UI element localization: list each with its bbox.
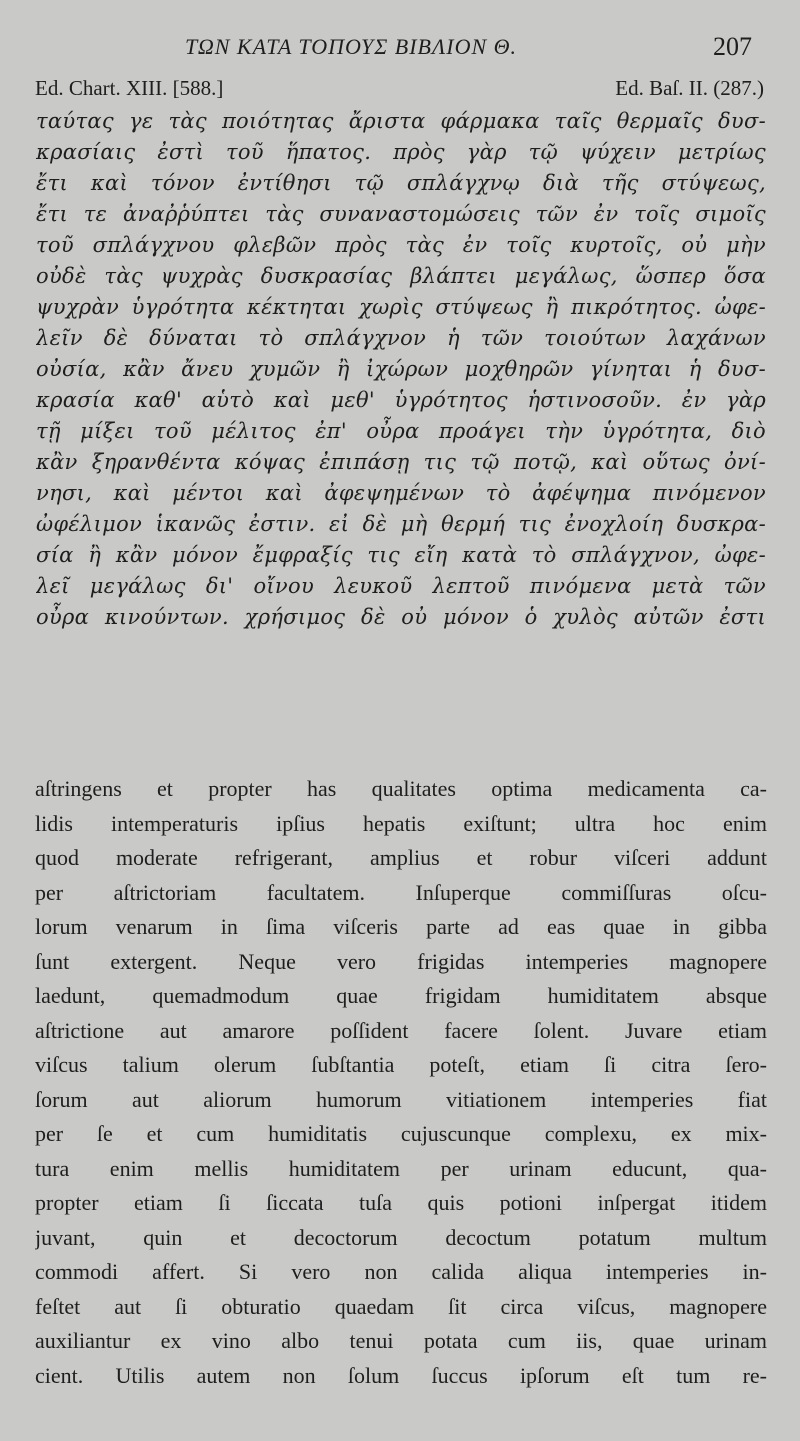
greek-line: νησι, καὶ μέντοι καὶ ἀφεψημένων τὸ ἀφέψημα πινόμενον (36, 481, 766, 505)
latin-line: feſtet aut ſi obturatio quaedam ſit circa viſcus, magnopere (35, 1293, 767, 1319)
greek-line: σία ἢ κἂν μόνον ἔμφραξίς τις εἴη κατὰ τὸ σπλάγχνον, ὠφε- (36, 543, 766, 567)
greek-line: ὠφέλιμον ἱκανῶς ἐστιν. εἰ δὲ μὴ θερμή τις ἐνοχλοίη δυσκρα- (36, 512, 766, 536)
latin-line: laedunt, quemadmodum quae frigidam humiditatem absque (35, 983, 767, 1008)
edition-references (0, 76, 800, 106)
latin-line: tura enim mellis humiditatem per urinam educunt, qua- (35, 1155, 767, 1181)
edition-basel-reference: Ed. Baſ. II. (287.) (615, 76, 764, 100)
greek-line: κἂν ξηρανθέντα κόψας ἐπιπάσῃ τις τῷ ποτῷ, καὶ οὕτως ὀνί- (36, 450, 766, 474)
greek-line: ἔτι καὶ τόνον ἐντίθησι τῷ σπλάγχνῳ διὰ τῆς στύψεως, (36, 171, 766, 195)
latin-line: per aſtrictoriam facultatem. Inſuperque commiſſuras oſcu- (35, 879, 767, 905)
greek-line: οὐσία, κἂν ἄνευ χυμῶν ἢ ἰχώρων μοχθηρῶν γίνηται ἡ δυσ- (36, 357, 766, 381)
greek-line: τῇ μίξει τοῦ μέλιτος ἐπ' οὖρα προάγει τὴν ὑγρότητα, διὸ (36, 419, 766, 443)
greek-line: λεῖ μεγάλως δι' οἴνου λευκοῦ λεπτοῦ πινόμενα μετὰ τῶν (36, 574, 766, 598)
latin-text-block (35, 772, 767, 1393)
running-head (0, 30, 800, 64)
latin-line: cient. Utilis autem non ſolum ſuccus ipſorum eſt tum re- (35, 1362, 767, 1388)
latin-line: aſtrictione aut amarore poſſident facere ſolent. Juvare etiam (35, 1017, 767, 1043)
latin-line: propter etiam ſi ſiccata tuſa quis potioni inſpergat itidem (35, 1190, 767, 1215)
latin-line: lidis intemperaturis ipſius hepatis exiſtunt; ultra hoc enim (35, 810, 767, 836)
greek-line: τοῦ σπλάγχνου φλεβῶν πρὸς τὰς ἐν τοῖς κυρτοῖς, οὐ μὴν (36, 233, 766, 257)
latin-line: juvant, quin et decoctorum decoctum potatum multum (35, 1224, 767, 1250)
greek-line: ταύτας γε τὰς ποιότητας ἄριστα φάρμακα ταῖς θερμαῖς δυσ- (36, 109, 766, 133)
latin-line: quod moderate refrigerant, amplius et robur viſceri addunt (35, 845, 767, 870)
latin-line: ſorum aut aliorum humorum vitiationem intemperies fiat (35, 1086, 767, 1112)
latin-line: viſcus talium olerum ſubſtantia poteſt, etiam ſi citra ſero- (35, 1052, 767, 1077)
running-title: ΤΩΝ ΚΑΤΑ ΤΟΠΟΥΣ ΒΙΒΛΙΟΝ Θ. (185, 34, 518, 59)
latin-line: auxiliantur ex vino albo tenui potata cum iis, quae urinam (35, 1328, 767, 1353)
edition-chartier-reference: Ed. Chart. XIII. [588.] (35, 76, 224, 100)
greek-line: οὖρα κινούντων. χρήσιμος δὲ οὐ μόνον ὁ χυλὸς αὐτῶν ἐστι (36, 605, 766, 629)
greek-line: ἔτι τε ἀναῤῥύπτει τὰς συναναστομώσεις τῶν ἐν τοῖς σιμοῖς (36, 202, 766, 226)
latin-line: aſtringens et propter has qualitates optima medicamenta ca- (35, 776, 767, 801)
greek-line: οὐδὲ τὰς ψυχρὰς δυσκρασίας βλάπτει μεγάλως, ὥσπερ ὅσα (36, 264, 766, 288)
greek-line: κρασία καθ' αὑτὸ καὶ μεθ' ὑγρότητος ἡστινοσοῦν. ἐν γὰρ (36, 388, 766, 412)
page-number: 207 (713, 32, 752, 61)
greek-line: ψυχρὰν ὑγρότητα κέκτηται χωρὶς στύψεως ἢ πικρότητος. ὠφε- (36, 295, 766, 319)
greek-text-block (36, 106, 766, 633)
greek-line: λεῖν δὲ δύναται τὸ σπλάγχνον ἡ τῶν τοιούτων λαχάνων (36, 326, 766, 350)
latin-line: commodi affert. Si vero non calida aliqua intemperies in- (35, 1259, 767, 1284)
latin-line: per ſe et cum humiditatis cujuscunque complexu, ex mix- (35, 1121, 767, 1146)
latin-line: ſunt extergent. Neque vero frigidas intemperies magnopere (35, 948, 767, 974)
greek-line: κρασίαις ἐστὶ τοῦ ἥπατος. πρὸς γὰρ τῷ ψύχειν μετρίως (36, 140, 766, 164)
latin-line: lorum venarum in ſima viſceris parte ad eas quae in gibba (35, 914, 767, 939)
